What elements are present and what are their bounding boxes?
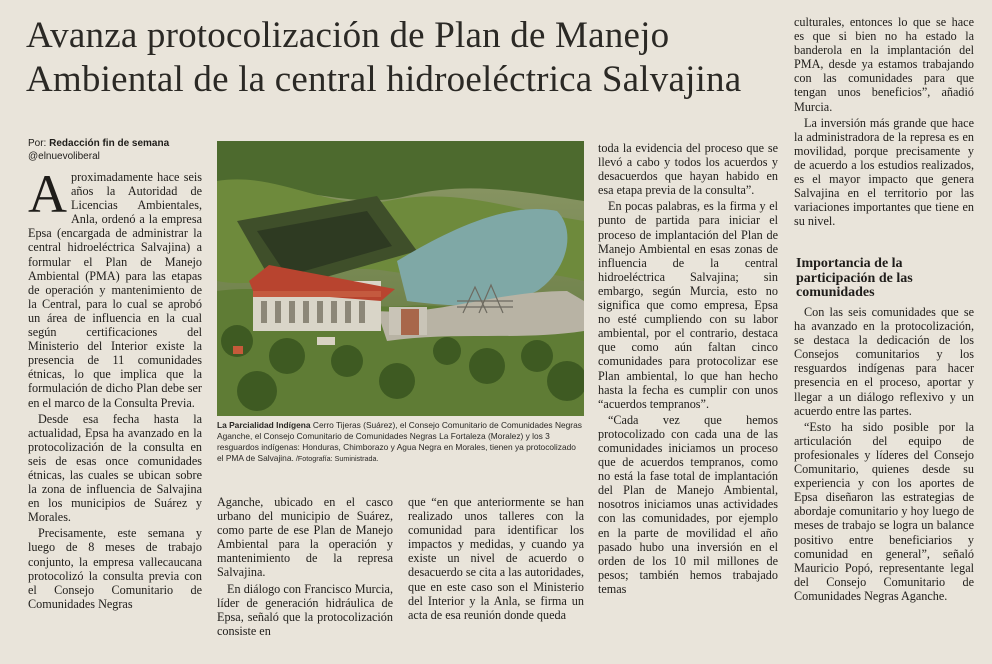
paragraph: En diálogo con Francisco Murcia, líder de generación hidráulica de Epsa, señaló que la protocolización consiste en <box>217 581 393 638</box>
paragraph: Desde esa fecha hasta la actualidad, Epsa ha avanzado en la protocolización de la consulta en seis de esas once comunidades étnicas, las cuales se ubican sobre la zona de influencia de Salvajina en los municipios de Suárez y Morales. <box>28 411 202 525</box>
byline-prefix: Por: <box>28 138 47 149</box>
drop-cap: A <box>28 164 67 224</box>
photo-credit: /Fotografía: Suministrada. <box>293 454 379 463</box>
paragraph: Con las seis comunidades que se ha avanzado en la protocolización, se destaca la dedicación de los Consejos comunitarios y los resguardos indígenas para hacer presencia en el proceso, aportar y llegar a un diálogo reflexivo y un acuerdo entre las partes. <box>794 305 974 418</box>
section-subheading: Importancia de la participación de las comunidades <box>796 256 913 300</box>
byline <box>28 137 169 163</box>
caption-lead: La Parcialidad Indígena <box>217 420 311 430</box>
paragraph: culturales, entonces lo que se hace es que si bien no ha estado la banderola en la implantación del PMA, desde ya estamos trabajando con las comunidades para que tengan unos beneficios”, añadió Murcia. <box>794 15 974 114</box>
article-column-4 <box>598 141 778 598</box>
paragraph: Precisamente, este semana y luego de 8 meses de trabajo conjunto, la empresa vallecaucana protocolizó la consulta previa con el Consejo Comunitario de Comunidades Negras <box>28 526 202 611</box>
photo-caption <box>217 420 584 464</box>
lead-paragraph: Aproximadamente hace seis años la Autoridad de Licencias Ambientales, Anla, ordenó a la empresa Epsa (encargada de administrar la central hidroeléctrica Salvajina) a formular el Plan de Manejo Ambiental (PMA) para las etapas de operación y mantenimiento de la Central, para lo cual se aprobó un área de influencia en la cual según certificaciones del Ministerio del Interior existe la presencia de 11 comunidades étnicas, lo que implica que la formulación de dicho Plan debe ser en el marco de la Consulta Previa. <box>28 164 202 410</box>
paragraph: que “en que anteriormente se han realizado unos talleres con la comunidad para identificar los impactos y medidas, y cuando ya existe un nivel de acuerdo o desacuerdo se cita a las autoridades, que en este caso son el Ministerio del Interior y la Anla, se firma un acta de esa reunión donde queda <box>408 495 584 622</box>
article-column-5 <box>794 15 974 230</box>
article-photo <box>217 141 584 416</box>
headline-line-1: Avanza protocolización de Plan de Manejo <box>26 15 670 56</box>
headline-line-2: Ambiental de la central hidroeléctrica Salvajina <box>26 59 742 100</box>
paragraph: En pocas palabras, es la firma y el punto de partida para iniciar el proceso de implantación del Plan de Manejo Ambiental en esas zonas de influencia de la central hidroeléctrica Salvajina; sin embargo, según Murcia, esto no significa que como empresa, Epsa no esté cumpliendo con su labor ambiental, por el contrario, destaca que como aún faltan cinco comunidades para protocolizar ese Plan ambiental, lo que han hecho hasta la fecha es cumplir con unos “acuerdos tempranos”. <box>598 199 778 411</box>
article-column-1 <box>28 164 202 613</box>
byline-author: Redacción fin de semana <box>49 138 170 149</box>
headline <box>26 14 796 102</box>
paragraph: La inversión más grande que hace la administradora de la represa es en movilidad, porque precisamente y de acuerdo a los estudios realizados, es el mayor impacto que genera Salvajina en el territorio por las variaciones importantes que tiene en su nivel. <box>794 115 974 229</box>
article-column-2 <box>217 495 393 640</box>
caption-text: Cerro Tijeras (Suárez), el Consejo Comunitario de Comunidades Negras Aganche, el Consejo Comunitario de Comunidades Negras La Fortaleza (Moralez) y los 3 resguardos indígenas: Honduras, Chimborazo y Agua Negra en Morales, tienen ya protocolizado el PMA de Salvajina. <box>217 420 582 463</box>
article-column-5-continued <box>794 305 974 605</box>
article-column-3 <box>408 495 584 624</box>
paragraph: “Cada vez que hemos protocolizado con cada una de las comunidades iniciamos un proceso que de acuerdos tempranos, como no está la fase total de implantación del Plan de Manejo Ambiental, nosotros iniciamos unas actividades con las comunidades, por ejemplo en la parte de movilidad el año pasado hubo una inversión en el orden de los 10 mil millones de pesos; también hemos trabajado temas <box>598 412 778 596</box>
byline-handle: @elnuevoliberal <box>28 151 100 162</box>
paragraph: toda la evidencia del proceso que se llevó a cabo y todos los acuerdos y desacuerdos que hayan habido en esa etapa previa de la consulta”. <box>598 141 778 198</box>
paragraph: Aganche, ubicado en el casco urbano del municipio de Suárez, como parte de ese Plan de Manejo Ambiental para la operación y mantenimiento de la represa Salvajina. <box>217 495 393 580</box>
hydroelectric-plant-image <box>217 141 584 416</box>
paragraph: “Esto ha sido posible por la articulación del equipo de profesionales y líderes del Consejo Comunitario, quienes desde su experiencia y con los aportes de Epsa diseñaron las estrategias de abordaje comunitario y hoy luego de meses de trabajo se logra un balance positivo entre beneficiarios y comunidad en general”, señaló Mauricio Popó, representante legal del Consejo Comunitario de Comunidades Negras Aganche. <box>794 419 974 603</box>
